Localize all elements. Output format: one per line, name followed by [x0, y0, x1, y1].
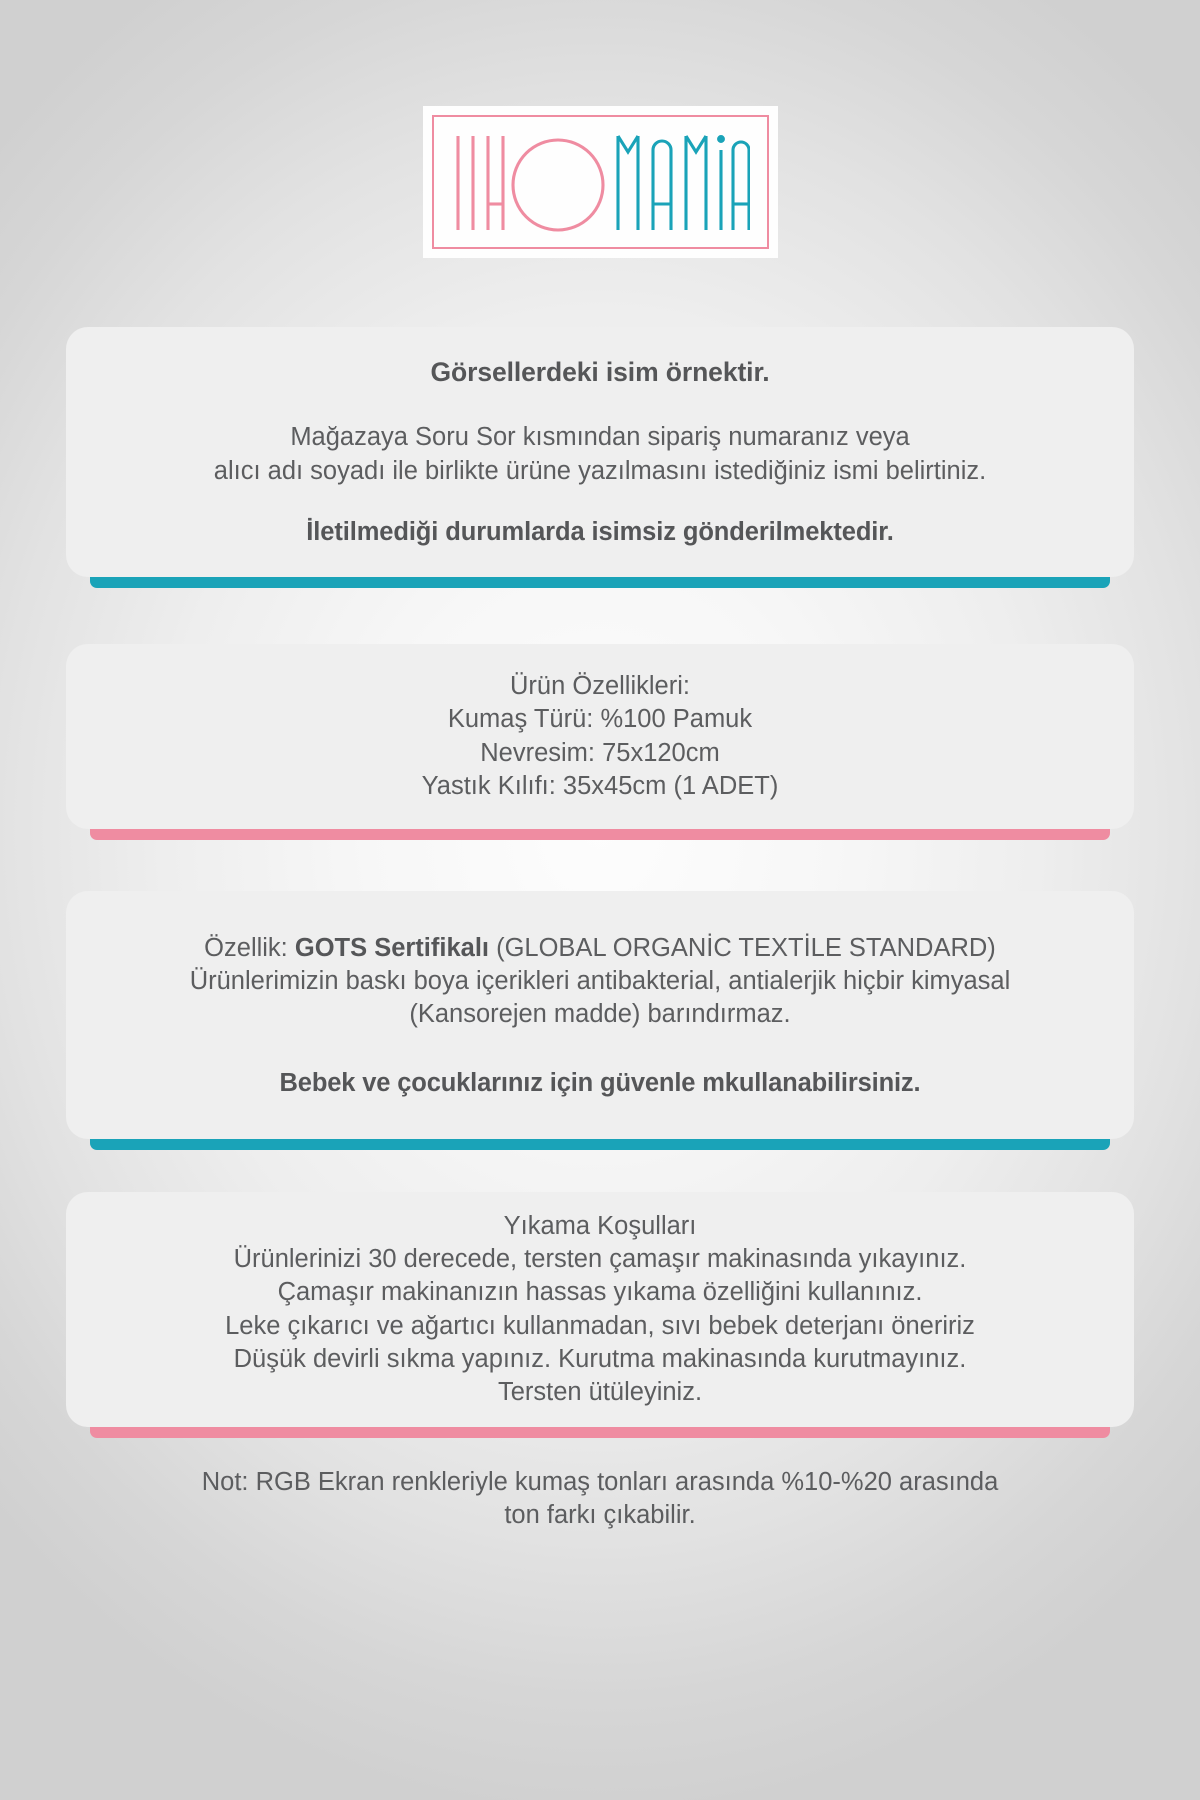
- text-line: Ürünlerimizin baskı boya içerikleri antibakterial, antialerjik hiçbir kimyasal: [189, 966, 1011, 995]
- certification-footer: Bebek ve çocuklarınız için güvenle mkullanabilirsiniz.: [279, 1069, 921, 1098]
- card-washing-instructions: [66, 1192, 1134, 1427]
- spec-line-duvet: Nevresim: 75x120cm: [480, 738, 720, 767]
- text-line: Düşük devirli sıkma yapınız. Kurutma makinasında kurutmayınız.: [233, 1344, 967, 1373]
- text-line: alıcı adı soyadı ile birlikte ürüne yazılmasını istediğiniz ismi belirtiniz.: [213, 456, 987, 485]
- name-notice-footer: İletilmediği durumlarda isimsiz gönderilmektedir.: [306, 517, 894, 546]
- card-name-notice: [66, 327, 1134, 577]
- text-line: Mağazaya Soru Sor kısmından sipariş numaranız veya: [290, 423, 910, 452]
- color-disclaimer-note: [0, 1466, 1200, 1532]
- cert-prefix: Özellik:: [204, 933, 295, 962]
- text-line: Ürünlerinizi 30 derecede, tersten çamaşır makinasında yıkayınız.: [233, 1245, 967, 1274]
- name-notice-body: [214, 421, 986, 487]
- text-line: Tersten ütüleyiniz.: [497, 1377, 703, 1406]
- accent-bar-pink: [90, 829, 1110, 840]
- text-line: Not: RGB Ekran renkleriyle kumaş tonları arasında %10-%20 arasında: [201, 1468, 999, 1496]
- homamia-wordmark-icon: [450, 130, 750, 234]
- washing-title: Yıkama Koşulları: [503, 1212, 697, 1241]
- spec-line-title: Ürün Özellikleri:: [510, 672, 690, 701]
- product-specs-body: [422, 670, 779, 803]
- text-line: (Kansorejen madde) barındırmaz.: [409, 1000, 791, 1029]
- cert-bold: GOTS Sertifikalı: [294, 933, 489, 962]
- card-product-specs: [66, 644, 1134, 829]
- spec-line-fabric: Kumaş Türü: %100 Pamuk: [447, 705, 753, 734]
- name-notice-title: Görsellerdeki isim örnektir.: [430, 357, 770, 388]
- spec-line-pillowcase: Yastık Kılıfı: 35x45cm (1 ADET): [421, 771, 779, 800]
- text-line: Leke çıkarıcı ve ağartıcı kullanmadan, sıvı bebek deterjanı öneririz: [225, 1311, 975, 1340]
- logo-frame-outer: [423, 106, 778, 258]
- text-line: ton farkı çıkabilir.: [504, 1501, 696, 1530]
- washing-instructions-body: [225, 1210, 975, 1409]
- certification-headline: [190, 932, 1011, 965]
- accent-bar-teal: [90, 577, 1110, 588]
- accent-bar-pink: [90, 1427, 1110, 1438]
- card-certification: [66, 891, 1134, 1139]
- certification-body: [190, 932, 1011, 1031]
- accent-bar-teal: [90, 1139, 1110, 1150]
- logo-frame-inner: [432, 115, 769, 249]
- cert-suffix: (GLOBAL ORGANİC TEXTİLE STANDARD): [489, 933, 996, 962]
- text-line: Çamaşır makinanızın hassas yıkama özelliğini kullanınız.: [277, 1278, 923, 1307]
- brand-logo: [0, 106, 1200, 258]
